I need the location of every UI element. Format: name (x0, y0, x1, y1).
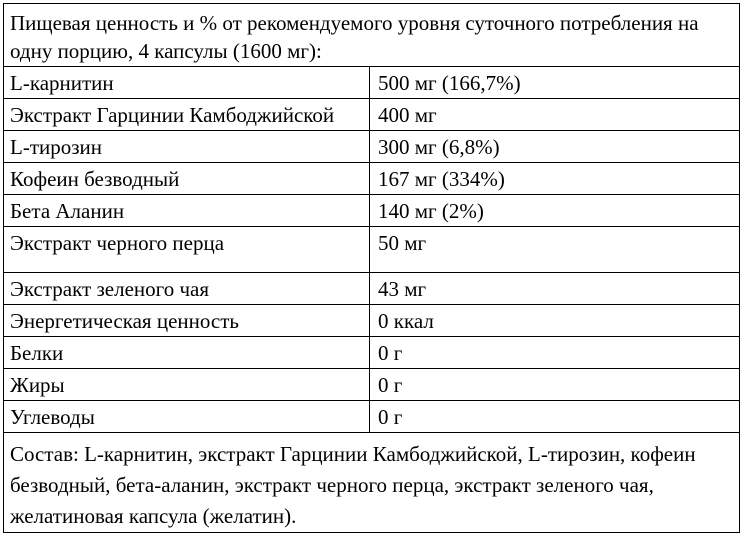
table-row (4, 369, 739, 401)
nutrient-amount: 400 мг (378, 103, 437, 127)
nutrient-name: Энергетическая ценность (4, 305, 370, 336)
nutrient-name: Бета Аланин (4, 195, 370, 226)
table-row (4, 227, 739, 273)
composition-footer (4, 433, 739, 532)
nutrient-rows (4, 67, 739, 433)
nutrient-name: L-карнитин (4, 67, 370, 98)
header-line-1: Пищевая ценность и % от рекомендуемого уровня суточного потребления на (10, 11, 699, 35)
nutrient-amount: 140 мг (2%) (378, 199, 484, 223)
table-row (4, 337, 739, 369)
nutrient-name: Кофеин безводный (4, 163, 370, 194)
nutrient-amount: 300 мг (6,8%) (378, 135, 500, 159)
nutrient-amount: 0 г (378, 341, 403, 365)
table-row (4, 131, 739, 163)
nutrient-name: Жиры (4, 369, 370, 400)
table-header (4, 4, 739, 67)
nutrition-table (3, 3, 740, 533)
nutrient-amount: 0 г (378, 373, 403, 397)
nutrient-name: Экстракт Гарцинии Камбоджийской (4, 99, 370, 130)
table-row (4, 401, 739, 433)
nutrient-name: Белки (4, 337, 370, 368)
nutrient-amount: 0 г (378, 405, 403, 429)
table-row (4, 305, 739, 337)
nutrient-name: Углеводы (4, 401, 370, 432)
nutrient-amount: 0 ккал (378, 309, 434, 333)
nutrient-name: L-тирозин (4, 131, 370, 162)
table-row (4, 99, 739, 131)
composition-line-1: Состав: L-карнитин, экстракт Гарцинии Камбоджийской, L-тирозин, кофеин (10, 442, 696, 466)
nutrient-amount: 500 мг (166,7%) (378, 71, 521, 95)
nutrient-amount: 50 мг (378, 231, 427, 255)
nutrient-name: Экстракт черного перца (4, 227, 370, 272)
nutrient-amount: 167 мг (334%) (378, 167, 505, 191)
composition-line-3: желатиновая капсула (желатин). (10, 504, 297, 528)
composition-line-2: безводный, бета-аланин, экстракт черного перца, экстракт зеленого чая, (10, 473, 654, 497)
table-row (4, 67, 739, 99)
nutrient-amount: 43 мг (378, 277, 427, 301)
table-row (4, 163, 739, 195)
header-line-2: одну порцию, 4 капсулы (1600 мг): (10, 39, 322, 63)
table-row (4, 273, 739, 305)
table-row (4, 195, 739, 227)
nutrient-name: Экстракт зеленого чая (4, 273, 370, 304)
